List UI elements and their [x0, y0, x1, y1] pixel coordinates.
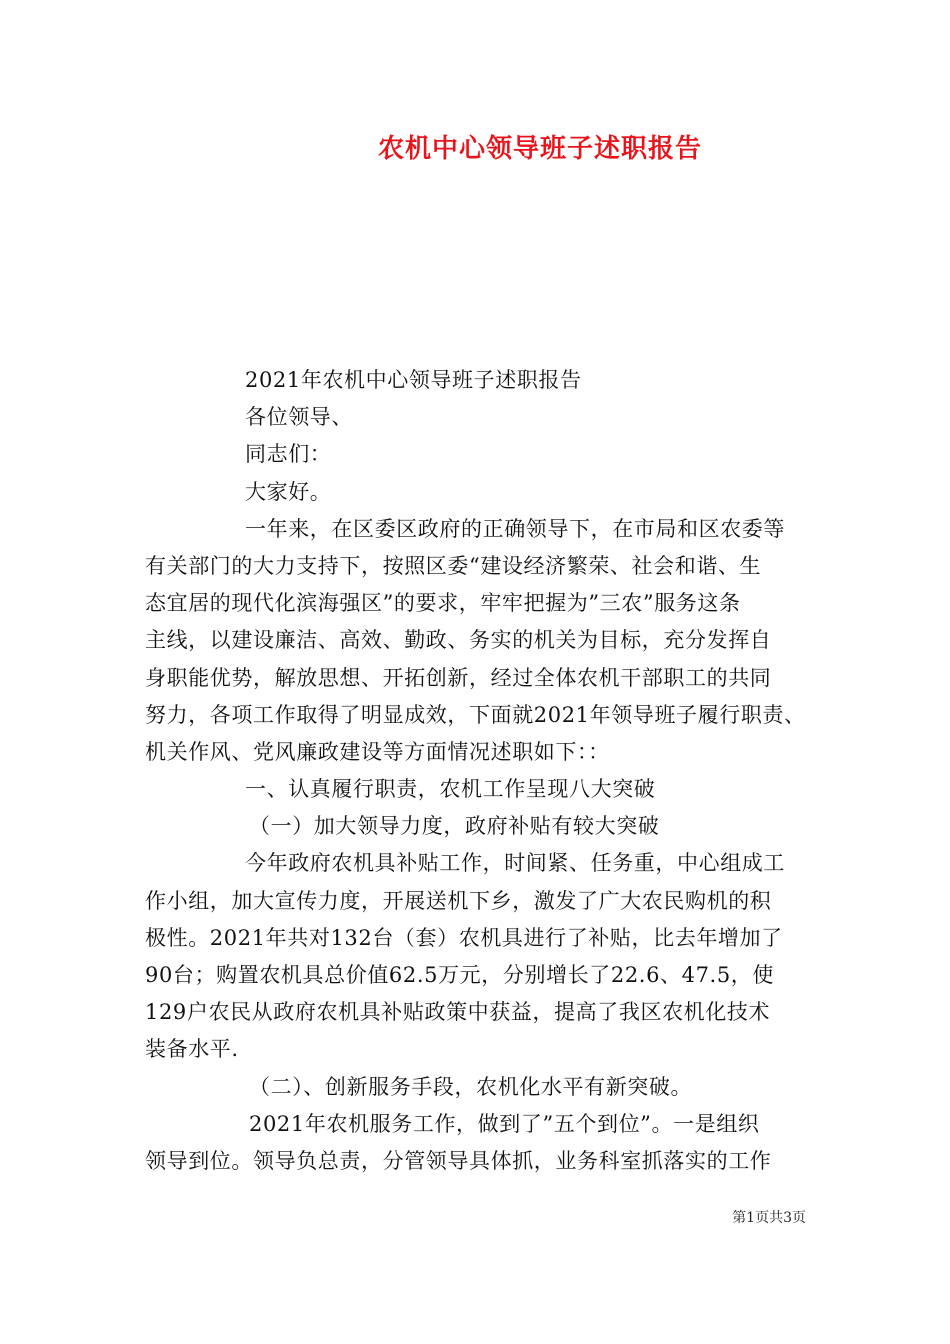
greeting-line: 大家好。 — [245, 479, 332, 504]
paragraph-line: 今年政府农机具补贴工作，时间紧、任务重，中心组成工 — [245, 851, 785, 876]
paragraph-line: 有关部门的大力支持下，按照区委“建设经济繁荣、社会和谐、生 — [145, 553, 762, 578]
paragraph-line: 身职能优势，解放思想、开拓创新，经过全体农机干部职工的共同 — [145, 665, 772, 690]
paragraph-line: 领导到位。领导负总责，分管领导具体抓，业务科室抓落实的工作 — [145, 1148, 772, 1173]
subtitle-line: 2021年农机中心领导班子述职报告 — [245, 368, 582, 392]
paragraph-line: 2021年农机服务工作，做到了”五个到位”。一是组织 — [249, 1111, 760, 1136]
section-heading: 一、认真履行职责，农机工作呈现八大突破 — [245, 777, 656, 802]
paragraph-line: 态宜居的现代化滨海强区”的要求，牢牢把握为”三农”服务这条 — [145, 591, 741, 616]
salutation-line: 同志们： — [245, 442, 332, 467]
paragraph-line: 129户农民从政府农机具补贴政策中获益，提高了我区农机化技术 — [145, 1000, 771, 1025]
paragraph-line: 主线，以建设廉洁、高效、勤政、务实的机关为目标，充分发挥自 — [145, 628, 772, 653]
subsection-heading: （一）加大领导力度，政府补贴有较大突破 — [249, 814, 660, 839]
document-body — [145, 362, 810, 1180]
paragraph-line: 极性。2021年共对132台（套）农机具进行了补贴，比去年增加了 — [145, 925, 783, 950]
paragraph-line: 装备水平. — [145, 1037, 239, 1062]
paragraph-line: 机关作风、党风廉政建设等方面情况述职如下：： — [145, 739, 610, 764]
paragraph-line: 一年来，在区委区政府的正确领导下，在市局和区农委等 — [245, 516, 785, 541]
paragraph-line: 90台；购置农机具总价值62.5万元，分别增长了22.6、47.5，使 — [145, 963, 774, 987]
document-title: 农机中心领导班子述职报告 — [377, 134, 702, 164]
salutation-line: 各位领导、 — [245, 405, 353, 430]
subsection-heading: （二）、创新服务手段，农机化水平有新突破。 — [249, 1074, 693, 1099]
page-number-footer: 第1页共3页 — [732, 1210, 806, 1226]
paragraph-line: 作小组，加大宣传力度，开展送机下乡，激发了广大农民购机的积 — [145, 888, 772, 913]
paragraph-line: 努力，各项工作取得了明显成效，下面就2021年领导班子履行职责、 — [145, 702, 806, 727]
